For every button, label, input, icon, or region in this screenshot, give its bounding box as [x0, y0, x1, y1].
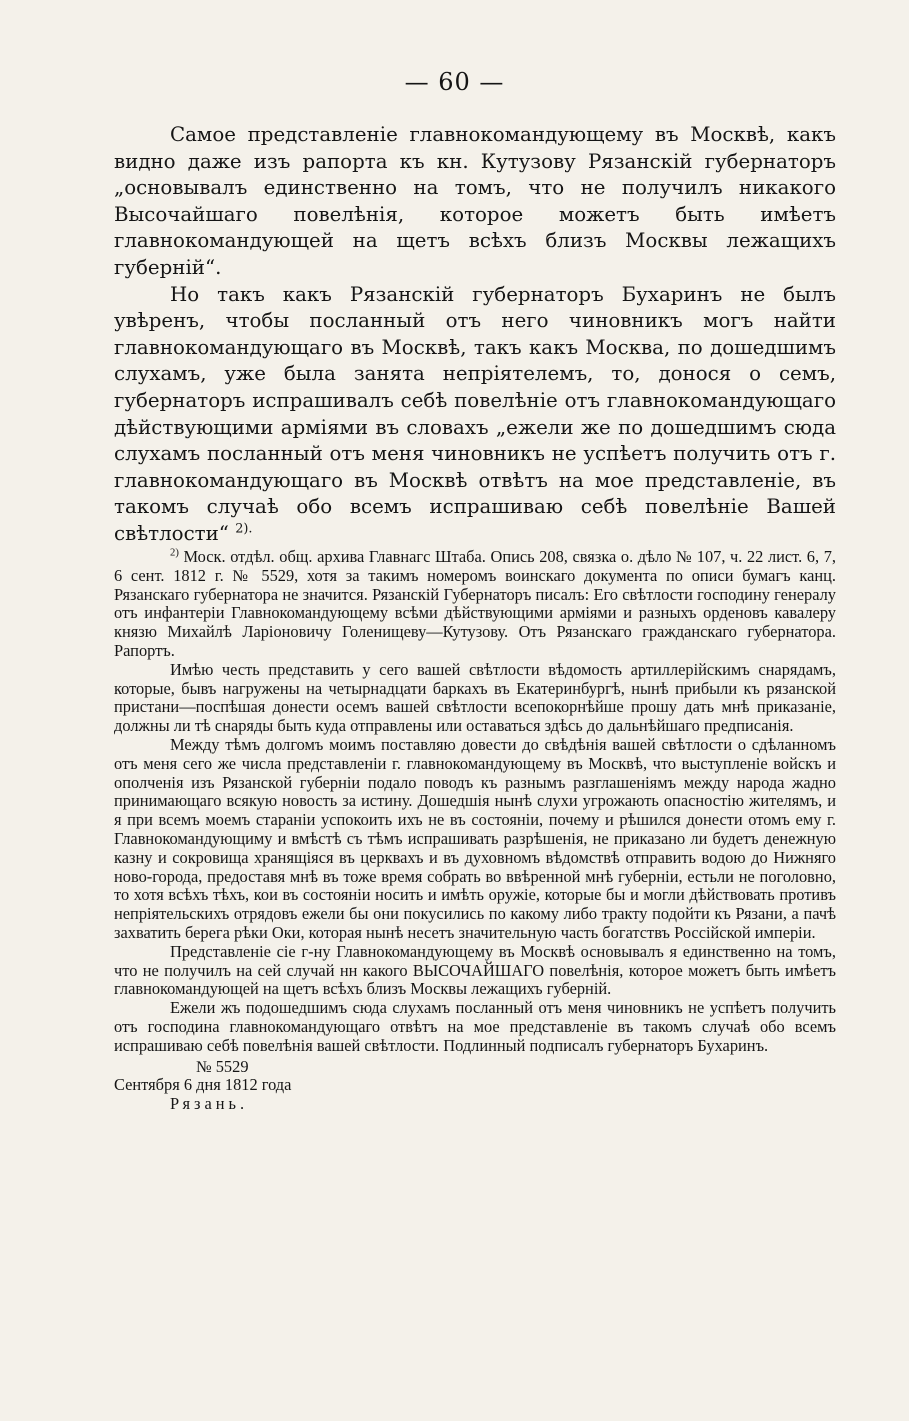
main-text	[114, 122, 836, 548]
page-number: — 60 —	[404, 68, 505, 96]
signature-block	[114, 1058, 836, 1114]
footnote-block	[114, 548, 836, 1114]
document-place: Рязань.	[170, 1094, 249, 1114]
footnote-reference: 2).	[235, 521, 253, 537]
document-date: Сентября 6 дня 1812 года	[114, 1075, 292, 1095]
main-paragraph-1: Самое представленіе главнокомандующему въ Москвѣ, какъ видно даже изъ рапорта къ кн. Кутузову Рязанскій губернаторъ „основывалъ единственно на томъ, что не получилъ никакого Высочайшаго повелѣнія, которое можетъ быть имѣетъ главнокомандующей на щетъ всѣхъ близъ Москвы лежащихъ губерній“.	[114, 123, 836, 279]
footnote-paragraph-1	[114, 548, 836, 661]
footnote-marker: 2)	[170, 547, 179, 559]
footnote-paragraph-3: Между тѣмъ долгомъ моимъ поставляю довести до свѣдѣнія вашей свѣтлости о сдѣланномъ отъ меня сего же числа представленіи г. главнокомандующему въ Москвѣ, что выступленіе войскъ и ополченія изъ Рязанской губерніи подало поводъ къ разнымъ разглашеніямъ между народа жадно принимающаго всякую новость за истину. Дошедшія нынѣ слухи угрожають опасностію жителямъ, и я при всемъ моемъ стараніи успокоить ихъ не въ состояніи, почему и рѣшился донести отомъ ему г. Главнокомандующиму и вмѣстѣ съ тѣмъ испрашивать разрѣшенія, не приказано ли будетъ денежную казну и сокровища хранящіяся въ церквахъ и въ духовномъ вѣдомствѣ отправить водою до Нижняго ново-города, предоставя мнѣ въ тоже время собрать во ввѣренной мнѣ губерніи, естьли не поголовно, то хотя всѣхъ тѣхъ, кои въ состояніи носить и имѣть оружіе, которые бы и могли дѣйствовать противъ непріятельскихъ отрядовъ ежели бы они покусились по какому либо тракту подойти къ Рязани, а пачѣ захватить берега рѣки Оки, которая нынѣ несетъ значительную часть богатствъ Россійской имперіи.	[114, 734, 836, 942]
main-paragraph-2-text: Но такъ какъ Рязанскій губернаторъ Бухаринъ не былъ увѣренъ, чтобы посланный отъ него чиновникъ могъ найти главнокомандующаго въ Москвѣ, такъ какъ Москва, по дошедшимъ слухамъ, уже была занята непріятелемъ, то, донося о семъ, губернаторъ испрашивалъ себѣ повелѣніе отъ главнокомандующаго дѣйствующими арміями въ словахъ „ежели же по дошедшимъ сюда слухамъ посланный отъ меня чиновникъ не успѣетъ получить отъ г. главнокомандующаго въ Москвѣ отвѣтъ на мое представленіе, въ такомъ случаѣ обо всемъ испрашиваю себѣ повелѣніе Вашей свѣтлости“	[114, 282, 836, 545]
footnote-paragraph-2: Имѣю честь представить у сего вашей свѣтлости вѣдомость артиллерійскимъ снарядамъ, которые, бывъ нагружены на четырнадцати баркахъ въ Екатеринбургѣ, нынѣ прибыли къ рязанской пристани—поспѣшая донести осемъ вашей свѣтлости всепокорнѣйше прошу дать мнѣ приказаніе, должны ли тѣ снаряды быть куда отправлены или оставаться здѣсь до дальнѣйшаго предписанія.	[114, 659, 836, 736]
document-number: № 5529	[196, 1056, 249, 1076]
footnote-paragraph-4: Представленіе сіе г-ну Главнокомандующему въ Москвѣ основывалъ я единственно на томъ, что не получилъ на сей случай нн какого ВЫСОЧАЙШАГО повелѣнія, которое можетъ быть имѣетъ главнокомандующей на щетъ всѣхъ близъ Москвы лежащихъ губерній.	[114, 941, 836, 999]
main-paragraph-2	[114, 282, 836, 548]
footnote-paragraph-5: Ежели жъ подошедшимъ сюда слухамъ посланный отъ меня чиновникъ не успѣетъ получить отъ господина главнокомандующаго отвѣтъ на мое представленіе въ такомъ случаѣ обо всемъ испрашиваю себѣ повелѣнія вашей свѣтлости. Подлинный подписалъ губернаторъ Бухаринъ.	[114, 998, 836, 1055]
footnote-paragraph-1-text: Моск. отдѣл. общ. архива Главнагс Штаба. Опись 208, связка о. дѣло № 107, ч. 22 лист. 6, 7, 6 сент. 1812 г. № 5529, хотя за такимъ номеромъ воинскаго документа по описи бумагъ канц. Рязанскаго губернатора не значится. Рязанскій Губернаторъ писалъ: Его свѣтлости господину генералу отъ инфантеріи Главнокомандующему всѣми дѣйствующими арміями и разныхъ орденовъ кавалеру князю Михайлѣ Ларіоновичу Голенищеву—Кутузову. Отъ Рязанскаго гражданскаго губернатора. Рапортъ.	[114, 547, 836, 660]
